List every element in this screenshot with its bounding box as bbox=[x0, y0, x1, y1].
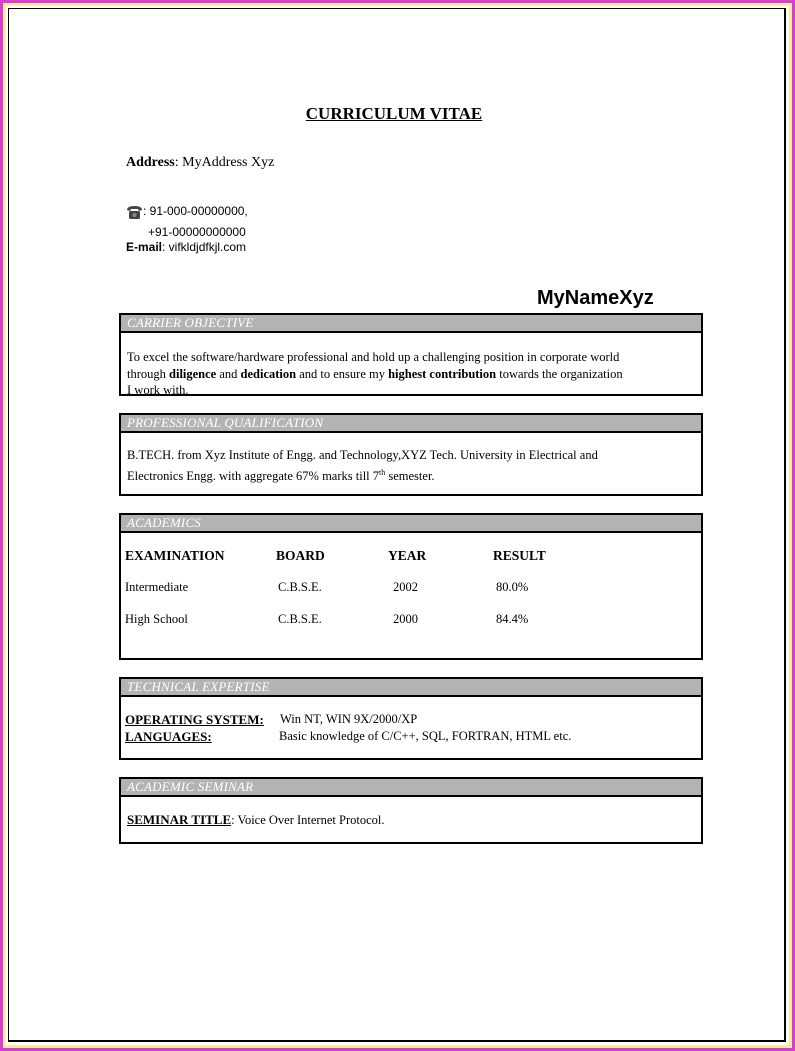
section-seminar bbox=[119, 777, 703, 844]
address-label: Address bbox=[126, 155, 175, 170]
seminar-label: SEMINAR TITLE bbox=[127, 812, 232, 827]
address bbox=[126, 155, 274, 171]
document-title: CURRICULUM VITAE bbox=[305, 104, 483, 123]
column-header-year: YEAR bbox=[388, 548, 427, 563]
email-label: E-mail bbox=[126, 240, 163, 254]
cell-board: C.B.S.E. bbox=[278, 612, 322, 626]
cell-year: 2002 bbox=[393, 580, 418, 594]
column-header-board: BOARD bbox=[276, 548, 325, 563]
text: through bbox=[127, 366, 170, 381]
superscript: th bbox=[379, 468, 386, 477]
telephone-icon bbox=[126, 205, 143, 224]
emphasis: dedication bbox=[240, 366, 297, 381]
objective-line-3: I work with. bbox=[127, 383, 189, 397]
text: Electronics Engg. with aggregate 67% marks till 7 bbox=[127, 469, 380, 484]
section-heading: ACADEMICS bbox=[121, 515, 701, 533]
phone-number-2: +91-00000000000 bbox=[148, 225, 246, 239]
os-value: Win NT, WIN 9X/2000/XP bbox=[280, 712, 418, 726]
section-body bbox=[121, 333, 701, 399]
email-value: : vifkldjdfkjl.com bbox=[162, 240, 247, 254]
section-heading: CARRIER OBJECTIVE bbox=[121, 315, 701, 333]
cell-examination: Intermediate bbox=[125, 580, 189, 594]
section-body bbox=[121, 797, 701, 828]
seminar-value: : Voice Over Internet Protocol. bbox=[231, 813, 385, 827]
text: and bbox=[216, 366, 241, 381]
section-qualification bbox=[119, 413, 703, 496]
languages-label: LANGUAGES: bbox=[125, 729, 212, 744]
section-academics bbox=[119, 513, 703, 660]
objective-line-1: To excel the software/hardware professional and hold up a challenging position in corporate world bbox=[127, 350, 620, 364]
text: and to ensure my bbox=[296, 366, 389, 381]
cell-examination: High School bbox=[125, 612, 188, 626]
phone-number-1: : 91-000-00000000, bbox=[143, 204, 248, 218]
qualification-line-1: B.TECH. from Xyz Institute of Engg. and Technology,XYZ Tech. University in Electrical and bbox=[127, 448, 598, 462]
section-objective bbox=[119, 313, 703, 396]
section-heading: PROFESSIONAL QUALIFICATION bbox=[121, 415, 701, 433]
text: towards the organization bbox=[496, 366, 623, 381]
cell-result: 84.4% bbox=[496, 612, 529, 626]
section-body bbox=[121, 533, 701, 660]
section-heading: ACADEMIC SEMINAR bbox=[121, 779, 701, 797]
text: semester. bbox=[385, 469, 435, 484]
section-body bbox=[121, 433, 701, 485]
column-header-result: RESULT bbox=[493, 548, 546, 563]
address-value: : MyAddress Xyz bbox=[174, 155, 275, 170]
candidate-name: MyNameXyz bbox=[537, 287, 654, 309]
section-heading: TECHNICAL EXPERTISE bbox=[121, 679, 701, 697]
qualification-line-2 bbox=[127, 464, 695, 485]
languages-value: Basic knowledge of C/C++, SQL, FORTRAN, HTML etc. bbox=[279, 729, 572, 743]
section-body bbox=[121, 697, 701, 760]
email bbox=[126, 240, 246, 254]
section-technical bbox=[119, 677, 703, 760]
emphasis: diligence bbox=[169, 366, 217, 381]
cell-board: C.B.S.E. bbox=[278, 580, 322, 594]
os-label: OPERATING SYSTEM: bbox=[125, 712, 264, 727]
cell-year: 2000 bbox=[393, 612, 418, 626]
phone-line-1 bbox=[126, 204, 248, 224]
emphasis: highest contribution bbox=[388, 366, 497, 381]
objective-line-2 bbox=[127, 366, 695, 383]
column-header-examination: EXAMINATION bbox=[125, 548, 225, 563]
cell-result: 80.0% bbox=[496, 580, 529, 594]
